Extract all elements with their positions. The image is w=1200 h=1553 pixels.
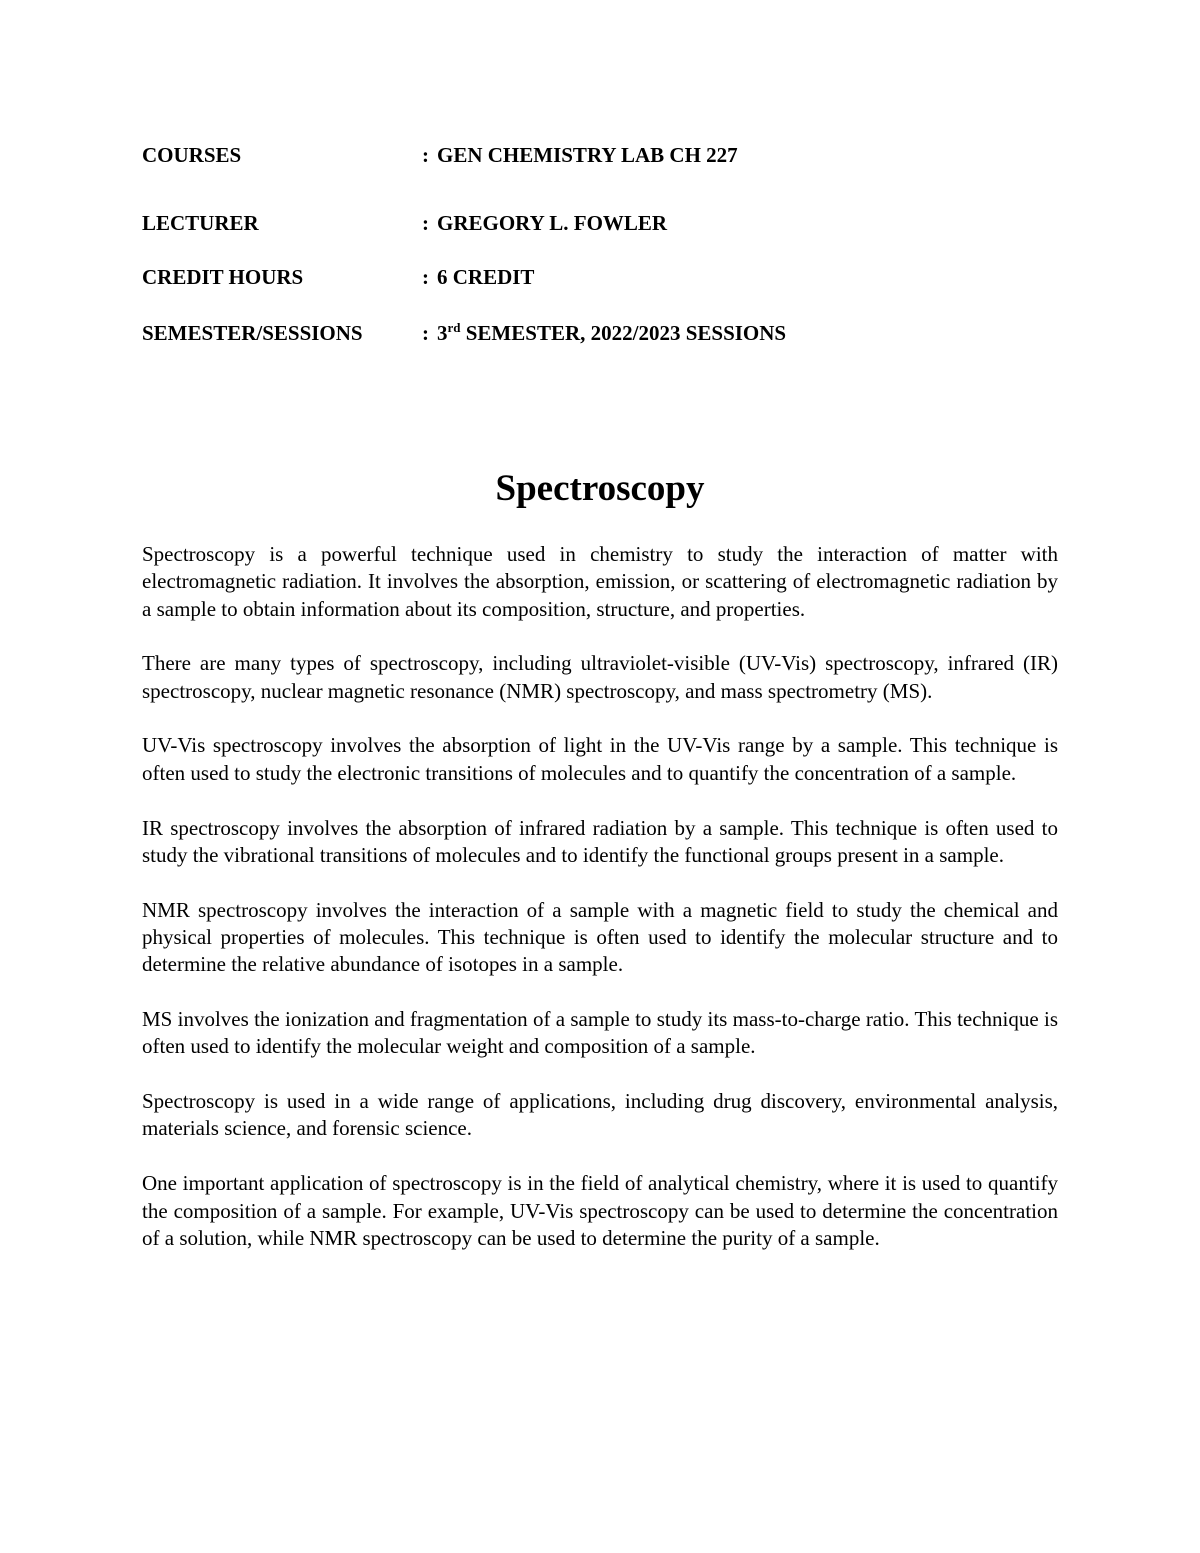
document-body	[142, 541, 1058, 1280]
paragraph-types: There are many types of spectroscopy, including ultraviolet-visible (UV-Vis) spectroscopy, infrared (IR) spectroscopy, nuclear magnetic resonance (NMR) spectroscopy, and mass spectrometry (MS).	[142, 651, 1058, 703]
paragraph-ms: MS involves the ionization and fragmentation of a sample to study its mass-to-charge ratio. This technique is often used to identify the molecular weight and composition of a sample.	[142, 1007, 1058, 1059]
course-info	[142, 140, 1062, 348]
course-label: COURSES	[142, 143, 242, 167]
lecturer-row	[142, 208, 1062, 238]
semester-number: 3	[437, 321, 448, 345]
semester-value	[437, 318, 1062, 348]
credit-hours-separator: :	[422, 265, 429, 289]
paragraph-nmr: NMR spectroscopy involves the interaction of a sample with a magnetic field to study the chemical and physical properties of molecules. This technique is often used to identify the molecular structure and to determine the relative abundance of isotopes in a sample.	[142, 897, 1058, 977]
document-title: Spectroscopy	[495, 468, 705, 509]
semester-row	[142, 318, 1062, 348]
semester-ordinal-suffix: rd	[447, 320, 461, 335]
semester-separator: :	[422, 321, 429, 345]
paragraph-applications: Spectroscopy is used in a wide range of applications, including drug discovery, environmental analysis, materials science, and forensic science.	[142, 1089, 1058, 1141]
credit-hours-value: 6 CREDIT	[437, 265, 535, 289]
credit-hours-row	[142, 262, 1062, 292]
course-row	[142, 140, 1062, 170]
course-value: GEN CHEMISTRY LAB CH 227	[437, 143, 738, 167]
lecturer-separator: :	[422, 211, 429, 235]
paragraph-intro: Spectroscopy is a powerful technique used in chemistry to study the interaction of matter with electromagnetic radiation. It involves the absorption, emission, or scattering of electromagnetic radiation by a sample to obtain information about its composition, structure, and properties.	[142, 542, 1058, 621]
course-separator: :	[422, 143, 429, 167]
paragraph-ir: IR spectroscopy involves the absorption of infrared radiation by a sample. This technique is often used to study the vibrational transitions of molecules and to identify the functional groups present in a sample.	[142, 815, 1058, 867]
paragraph-uv-vis: UV-Vis spectroscopy involves the absorption of light in the UV-Vis range by a sample. This technique is often used to study the electronic transitions of molecules and to quantify the concentration of a sample.	[142, 733, 1058, 785]
semester-rest: SEMESTER, 2022/2023 SESSIONS	[460, 321, 787, 345]
lecturer-label: LECTURER	[142, 211, 259, 235]
semester-label: SEMESTER/SESSIONS	[142, 321, 363, 345]
credit-hours-label: CREDIT HOURS	[142, 265, 304, 289]
paragraph-analytical-chemistry: One important application of spectroscopy is in the field of analytical chemistry, where it is used to quantify the composition of a sample. For example, UV-Vis spectroscopy can be used to determine the concentration of a solution, while NMR spectroscopy can be used to determine the purity of a sample.	[142, 1171, 1058, 1250]
lecturer-value: GREGORY L. FOWLER	[437, 211, 668, 235]
